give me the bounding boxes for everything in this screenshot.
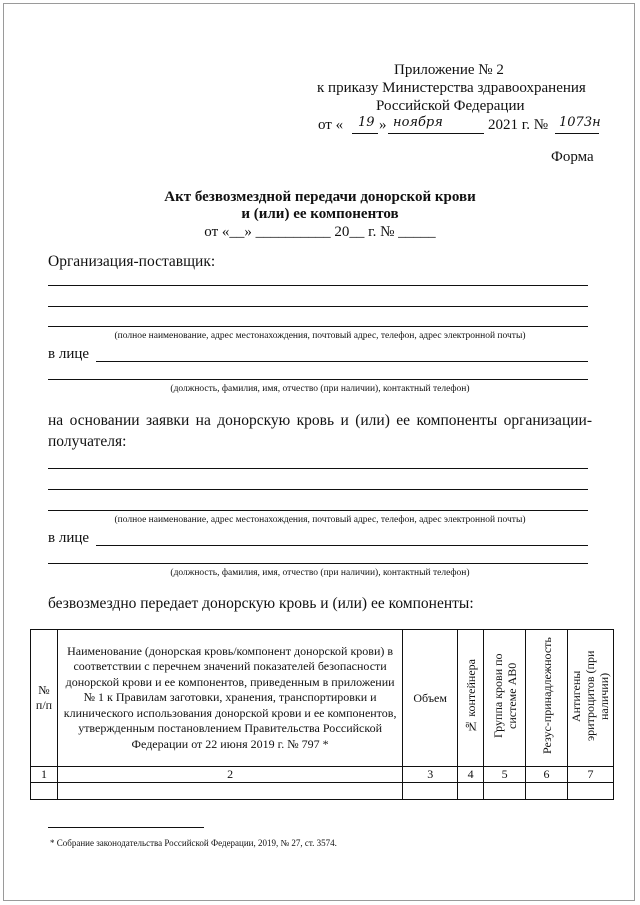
date-mid: »	[379, 117, 387, 133]
table-cell[interactable]	[403, 783, 458, 800]
recipient-in-person-label: в лице	[48, 530, 90, 546]
month-underline	[388, 133, 484, 134]
index-cell: 3	[403, 767, 458, 783]
supplier-person-caption: (должность, фамилия, имя, отчество (при наличии), контактный телефон)	[170, 384, 470, 394]
date-year-number: 2021 г. №	[488, 117, 549, 133]
document-title: Акт безвозмездной передачи донорской крови	[164, 189, 476, 205]
supplier-org-caption: (полное наименование, адрес местонахождения, почтовый адрес, телефон, адрес электронной почты)	[114, 331, 526, 341]
supplier-line-1[interactable]	[48, 285, 588, 286]
recipient-org-caption: (полное наименование, адрес местонахождения, почтовый адрес, телефон, адрес электронной почты)	[114, 515, 526, 525]
supplier-line-2[interactable]	[48, 306, 588, 307]
transfer-text: безвозмездно передает донорскую кровь и (или) ее компоненты:	[48, 595, 474, 612]
table-index-row	[31, 767, 614, 783]
table-cell[interactable]	[57, 783, 402, 800]
index-cell: 4	[458, 767, 484, 783]
recipient-person-line-1[interactable]	[96, 545, 588, 546]
document-subtitle: и (или) ее компонентов	[241, 206, 399, 222]
recipient-line-2[interactable]	[48, 489, 588, 490]
header-name: Наименование (донорская кровь/компонент донорской крови) в соответствии с перечнем значений показателей безопасности донорской крови и ее компонентов, приведенным в приложении № 1 к Правилам заготовки, хранения, транспортировки и клинического использования донорской крови и ее компонентов, утвержденным постановлением Правительства Российской Федерации от 22 июня 2019 г. № 797 *	[57, 630, 402, 767]
appendix-order-line: к приказу Министерства здравоохранения	[317, 80, 586, 96]
date-prefix: от «	[318, 117, 344, 133]
day-underline	[352, 133, 378, 134]
blood-transfer-table	[30, 629, 614, 800]
footnote: * Собрание законодательства Российской Федерации, 2019, № 27, ст. 3574.	[50, 838, 337, 848]
recipient-line-3[interactable]	[48, 510, 588, 511]
header-blood-group: Группа крови по системе АВ0	[484, 630, 526, 767]
handwritten-month: ноября	[393, 115, 443, 130]
header-volume: Объем	[403, 630, 458, 767]
handwritten-day: 19	[358, 115, 375, 130]
header-rhesus: Резус-принадлежность	[526, 630, 568, 767]
index-cell: 2	[57, 767, 402, 783]
table-cell[interactable]	[567, 783, 613, 800]
index-cell: 5	[484, 767, 526, 783]
handwritten-number: 1073н	[559, 115, 601, 130]
document-date-line: от «__» __________ 20__ г. № _____	[204, 224, 436, 240]
header-antigens: Антигены эритроцитов (при наличии)	[567, 630, 613, 767]
header-num: № п/п	[31, 630, 58, 767]
table-header-row	[31, 630, 614, 767]
supplier-in-person-label: в лице	[48, 346, 90, 362]
basis-text-line-2: получателя:	[48, 433, 127, 450]
supplier-label: Организация-поставщик:	[48, 253, 216, 270]
supplier-line-3[interactable]	[48, 326, 588, 327]
table-cell[interactable]	[484, 783, 526, 800]
table-cell[interactable]	[31, 783, 58, 800]
recipient-line-1[interactable]	[48, 468, 588, 469]
recipient-person-caption: (должность, фамилия, имя, отчество (при наличии), контактный телефон)	[170, 568, 470, 578]
appendix-title: Приложение № 2	[394, 62, 504, 78]
index-cell: 7	[567, 767, 613, 783]
table-row[interactable]	[31, 783, 614, 800]
index-cell: 6	[526, 767, 568, 783]
footnote-separator	[48, 827, 204, 828]
header-container: № контейнера	[458, 630, 484, 767]
basis-text-line-1: на основании заявки на донорскую кровь и (или) ее компоненты организации-	[48, 412, 592, 429]
supplier-person-line-2[interactable]	[48, 379, 588, 380]
number-underline	[555, 133, 599, 134]
table-cell[interactable]	[526, 783, 568, 800]
recipient-person-line-2[interactable]	[48, 563, 588, 564]
table-cell[interactable]	[458, 783, 484, 800]
supplier-person-line-1[interactable]	[96, 361, 588, 362]
appendix-ministry-line: Российской Федерации	[376, 98, 525, 114]
index-cell: 1	[31, 767, 58, 783]
form-label: Форма	[551, 149, 594, 165]
